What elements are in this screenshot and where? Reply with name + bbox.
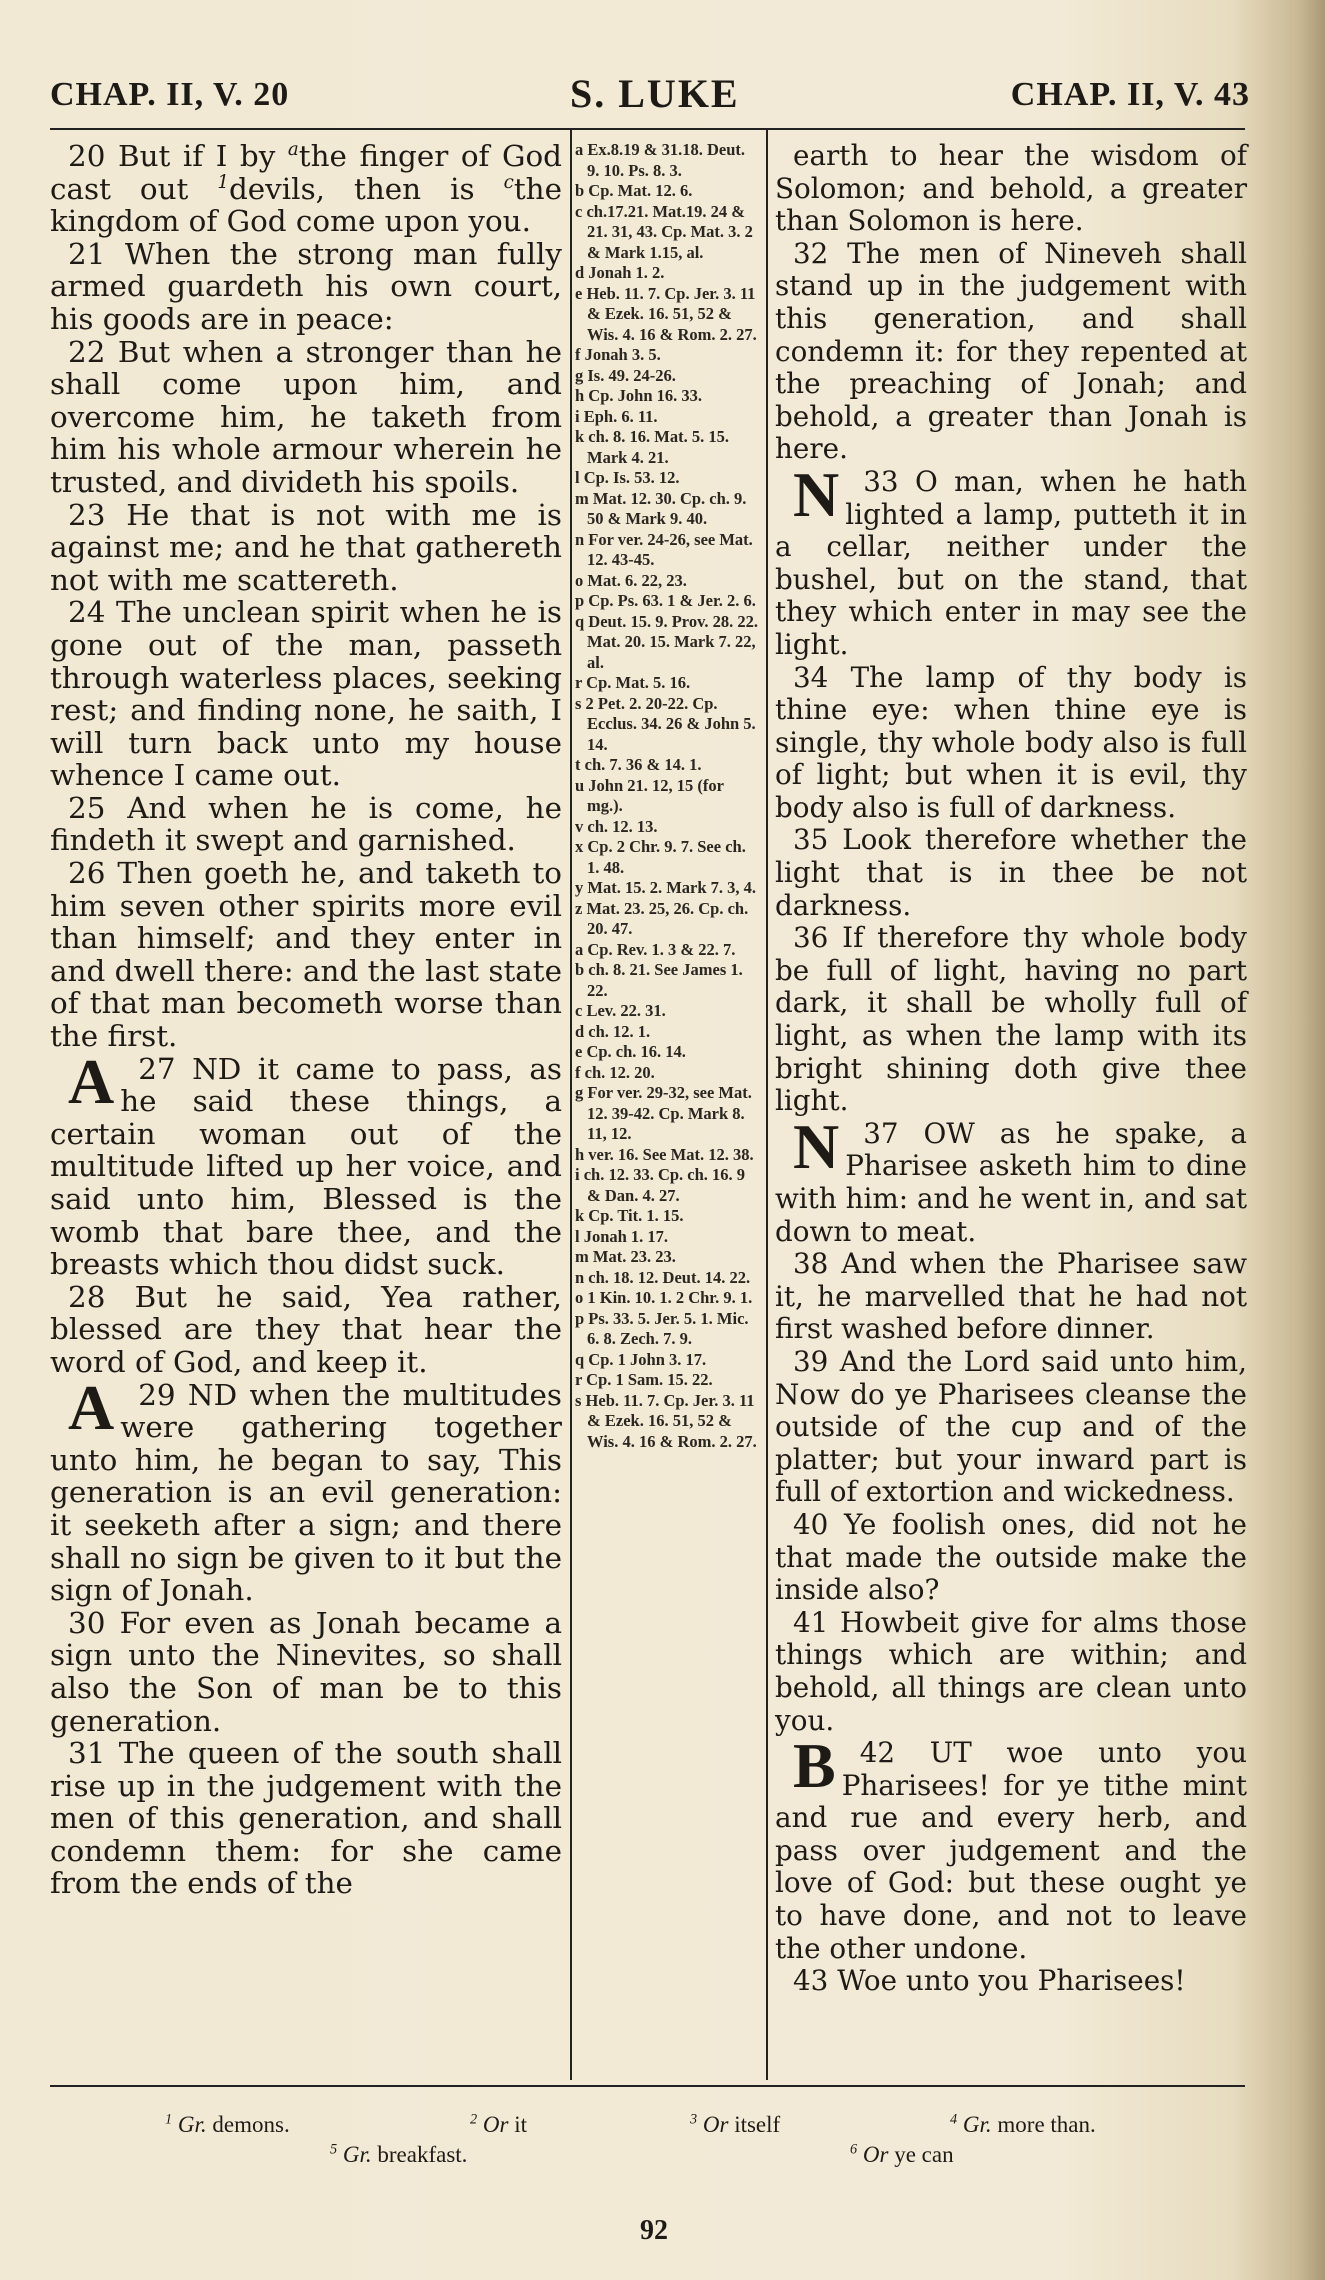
verse: [50, 1045, 563, 1282]
verse-text: Then goeth he, and taketh to him seven other spirits more evil than himself; and they enter in and dwell there: and the last state of that man becometh worse than the first.: [50, 856, 563, 1054]
verse: [775, 1110, 1247, 1248]
cross-reference: n ch. 18. 12. Deut. 14. 22.: [575, 1267, 751, 1287]
verse-number: 34: [793, 660, 829, 694]
verse-number: 23: [68, 497, 106, 532]
verse: [775, 824, 1247, 922]
text-column-left: [50, 140, 562, 1900]
drop-cap: N: [793, 458, 840, 530]
running-header: [50, 68, 1250, 128]
column-divider-left: [570, 130, 572, 2080]
page-number: 92: [640, 2215, 668, 2246]
verse-number: 22: [68, 334, 106, 369]
verse-text: But he said, Yea rather, blessed are they that hear the word of God, and keep it.: [50, 1279, 562, 1379]
verse-number: 42: [859, 1736, 896, 1770]
verse-text: Ye foolish ones, did not he that made the outside make the inside also?: [775, 1507, 1247, 1607]
header-chapter-start: CHAP. II, V. 20: [50, 76, 290, 113]
verse: [775, 1248, 1247, 1346]
cross-reference: x Cp. 2 Chr. 9. 7. See ch. 1. 48.: [575, 837, 746, 877]
verse-number: 27: [138, 1051, 176, 1086]
verse-number: 26: [68, 856, 106, 891]
cross-reference: g For ver. 29-32, see Mat. 12. 39-42. Cp. Mark 8. 11, 12.: [575, 1083, 752, 1143]
verse: [50, 1371, 562, 1608]
verse-number: 29: [138, 1377, 176, 1412]
verse-text: And when he is come, he findeth it swept and garnished.: [50, 790, 562, 858]
cross-reference: c Lev. 22. 31.: [575, 1001, 666, 1020]
verse-text: And when the Pharisee saw it, he marvelled that he had not first washed before dinner.: [775, 1247, 1247, 1346]
cross-reference: s Heb. 11. 7. Cp. Jer. 3. 11 & Ezek. 16. 51, 52 & Wis. 4. 16 & Rom. 2. 27.: [575, 1390, 757, 1451]
verse-number: 41: [793, 1605, 829, 1639]
footnote-rule: [50, 2085, 1245, 2087]
cross-reference-column: [575, 140, 761, 1452]
cross-reference: t ch. 7. 36 & 14. 1.: [575, 755, 702, 774]
verse-text: O man, when he hath lighted a lamp, putteth it in a cellar, neither under the bushel, but on the stand, that they which enter in may see the light.: [775, 464, 1247, 661]
cross-reference: z Mat. 23. 25, 26. Cp. ch. 20. 47.: [575, 898, 749, 938]
cross-reference: a Ex.8.19 & 31.18. Deut. 9. 10. Ps. 8. 3.: [575, 140, 746, 180]
cross-reference: b Cp. Mat. 12. 6.: [575, 181, 693, 200]
reference-mark: c: [503, 171, 514, 193]
verse: [50, 499, 562, 597]
cross-reference: g Is. 49. 24-26.: [575, 365, 676, 385]
drop-cap: A: [68, 1371, 115, 1443]
verse: [775, 1509, 1247, 1607]
footnote: $^5$ Gr. breakfast.: [330, 2141, 468, 2167]
cross-reference: p Ps. 33. 5. Jer. 5. 1. Mic. 6. 8. Zech. 7. 9.: [575, 1308, 749, 1348]
verse-text: And the Lord said unto him, Now do ye Pharisees cleanse the outside of the cup and of the platter; but your inward part is full of extortion and wickedness.: [775, 1344, 1247, 1509]
verse-text: OW as he spake, a Pharisee asketh him to dine with him: and he went in, and sat down to meat.: [775, 1116, 1247, 1248]
header-rule: [50, 128, 1245, 130]
footnote: $^1$ Gr. demons.: [165, 2111, 290, 2137]
cross-reference: r Cp. Mat. 5. 16.: [575, 673, 691, 692]
verse-text: The unclean spirit when he is gone out of the man, passeth through waterless places, seeking rest; and finding none, he saith, I will turn back unto my house whence I came out.: [50, 595, 562, 793]
cross-reference: l Cp. Is. 53. 12.: [575, 468, 680, 487]
verse: [775, 140, 1247, 238]
cross-reference: m Mat. 23. 23.: [575, 1247, 676, 1266]
verse-text: The lamp of thy body is thine eye: when thine eye is single, thy whole body also is full of light; but when it is evil, thy body also is full of darkness.: [775, 660, 1247, 824]
verse: [775, 238, 1247, 466]
cross-reference: u John 21. 12, 15 (for mg.).: [575, 775, 724, 815]
verse: [50, 238, 562, 336]
verse-text: The men of Nineveh shall stand up in the judgement with this generation, and shall condemn it: for they repented at the preaching of Jonah; and behold, a greater than Jonah is here.: [775, 236, 1247, 466]
verse-number: 25: [68, 790, 106, 825]
verse-text: devils, then is: [228, 171, 504, 206]
verse: [50, 1737, 562, 1900]
verse-text: But when a stronger than he shall come upon him, and overcome him, he taketh from him his whole armour wherein he trusted, and divideth his spoils.: [50, 334, 562, 499]
verse-number: 33: [863, 464, 899, 498]
cross-reference: e Cp. ch. 16. 14.: [575, 1042, 686, 1061]
cross-reference: y Mat. 15. 2. Mark 7. 3, 4.: [575, 878, 757, 897]
verse: [50, 596, 562, 792]
footnotes: [50, 2112, 1250, 2192]
cross-reference: d ch. 12. 1.: [575, 1021, 651, 1041]
reference-mark: 1: [217, 171, 229, 193]
cross-reference: o 1 Kin. 10. 1. 2 Chr. 9. 1.: [575, 1288, 753, 1307]
verse-text: ND it came to pass, as he said these things, a certain woman out of the multitude lifted up her voice, and said unto him, Blessed is the womb that bare thee, and the breasts which thou didst suck.: [50, 1051, 563, 1282]
verse-text: But if I by: [117, 139, 288, 173]
drop-cap: N: [793, 1110, 840, 1182]
footnote: $^4$ Gr. more than.: [950, 2111, 1096, 2137]
verse-number: 37: [863, 1116, 899, 1150]
verse-number: 31: [68, 1736, 106, 1771]
verse-text: earth to hear the wisdom of Solomon; and behold, a greater than Solomon is here.: [775, 139, 1247, 238]
verse-text: For even as Jonah became a sign unto the Ninevites, so shall also the Son of man be to this generation.: [50, 1605, 562, 1738]
cross-reference: v ch. 12. 13.: [575, 816, 658, 836]
column-divider-right: [766, 130, 768, 2080]
cross-reference: k ch. 8. 16. Mat. 5. 15. Mark 4. 21.: [575, 427, 729, 467]
cross-reference: h ver. 16. See Mat. 12. 38.: [575, 1144, 754, 1164]
cross-reference: c ch.17.21. Mat.19. 24 & 21. 31, 43. Cp. Mat. 3. 2 & Mark 1.15, al.: [575, 201, 753, 262]
cross-reference: l Jonah 1. 17.: [575, 1226, 669, 1246]
cross-reference: n For ver. 24-26, see Mat. 12. 43-45.: [575, 529, 753, 569]
verse-number: 21: [68, 236, 106, 271]
cross-reference: m Mat. 12. 30. Cp. ch. 9. 50 & Mark 9. 40.: [575, 488, 747, 528]
cross-reference: f Jonah 3. 5.: [575, 345, 661, 364]
cross-reference: b ch. 8. 21. See James 1. 22.: [575, 960, 743, 1000]
verse-number: 24: [68, 595, 106, 630]
footnote: $^2$ Or it: [470, 2111, 527, 2137]
verse-text: UT woe unto you Pharisees! for ye tithe mint and rue and every herb, and pass over judgement and the love of God: but these ought ye to have done, and not to leave the other undone.: [775, 1736, 1247, 1965]
drop-cap: B: [793, 1730, 836, 1802]
verse-text: Look therefore whether the light that is in thee be not darkness.: [775, 823, 1247, 922]
verse-number: 32: [793, 236, 829, 270]
cross-reference: a Cp. Rev. 1. 3 & 22. 7.: [575, 939, 736, 959]
cross-reference: q Cp. 1 John 3. 17.: [575, 1349, 707, 1369]
cross-reference: o Mat. 6. 22, 23.: [575, 570, 687, 590]
cross-reference: i Eph. 6. 11.: [575, 406, 658, 426]
cross-reference: k Cp. Tit. 1. 15.: [575, 1206, 684, 1225]
verse-number: 35: [793, 823, 829, 857]
verse-text: He that is not with me is against me; and he that gathereth not with me scattereth.: [50, 497, 562, 597]
cross-reference: e Heb. 11. 7. Cp. Jer. 3. 11 & Ezek. 16. 51, 52 & Wis. 4. 16 & Rom. 2. 27.: [575, 283, 757, 344]
cross-reference: d Jonah 1. 2.: [575, 263, 665, 282]
cross-reference: h Cp. John 16. 33.: [575, 386, 702, 405]
verse: [50, 1281, 562, 1379]
verse: [775, 1730, 1247, 1965]
verse: [775, 662, 1247, 825]
verse: [50, 1607, 562, 1737]
verse-text: When the strong man fully armed guardeth his own court, his goods are in peace:: [50, 236, 563, 336]
verse: [775, 458, 1247, 662]
cross-reference: p Cp. Ps. 63. 1 & Jer. 2. 6.: [575, 591, 756, 610]
verse: [775, 1346, 1247, 1509]
cross-reference: q Deut. 15. 9. Prov. 28. 22. Mat. 20. 15. Mark 7. 22, al.: [575, 611, 759, 672]
cross-reference: i ch. 12. 33. Cp. ch. 16. 9 & Dan. 4. 27.: [575, 1165, 746, 1205]
verse: [50, 857, 562, 1053]
text-column-right: [775, 140, 1247, 1998]
verse-number: 28: [68, 1279, 106, 1314]
reference-mark: a: [287, 139, 299, 161]
verse-text: The queen of the south shall rise up in the judgement with the men of this generation, and shall condemn them: for she came from the ends of the: [50, 1736, 562, 1901]
verse-text: If therefore thy whole body be full of light, having no part dark, it shall be wholly full of light, as when the lamp with its bright shining doth give thee light.: [775, 921, 1247, 1118]
footnote: $^3$ Or itself: [690, 2111, 781, 2137]
verse: [775, 1965, 1247, 1998]
verse-number: 36: [793, 921, 829, 955]
verse-text: the finger of God cast out: [50, 139, 562, 206]
verse-text: ND when the multitudes were gathering together unto him, he began to say, This generation is an evil generation: it seeketh after a sign; and there shall no sign be given to it but the sign of Jonah.: [50, 1377, 562, 1608]
verse-number: 20: [68, 139, 106, 173]
header-chapter-end: CHAP. II, V. 43: [1010, 76, 1250, 113]
cross-reference: r Cp. 1 Sam. 15. 22.: [575, 1370, 713, 1389]
verse: [50, 336, 562, 499]
drop-cap: A: [68, 1045, 115, 1117]
verse-number: 39: [793, 1344, 829, 1378]
verse: [50, 792, 562, 857]
verse-number: 30: [68, 1605, 106, 1640]
verse: [775, 922, 1247, 1118]
footnote: $^6$ Or ye can: [850, 2141, 954, 2167]
header-book-title: S. LUKE: [570, 71, 740, 116]
verse-number: 40: [793, 1507, 829, 1541]
verse: [50, 140, 562, 238]
verse: [775, 1607, 1247, 1737]
verse-text: the kingdom of God come upon you.: [50, 171, 562, 239]
verse-number: 38: [793, 1247, 829, 1281]
verse-text: Howbeit give for alms those things which are within; and behold, all things are clean unto you.: [775, 1605, 1247, 1737]
verse-text: Woe unto you Pharisees!: [837, 1964, 1186, 1998]
cross-reference: s 2 Pet. 2. 20-22. Cp. Ecclus. 34. 26 & John 5. 14.: [575, 693, 756, 754]
verse-number: 43: [793, 1964, 829, 1998]
cross-reference: f ch. 12. 20.: [575, 1062, 655, 1082]
